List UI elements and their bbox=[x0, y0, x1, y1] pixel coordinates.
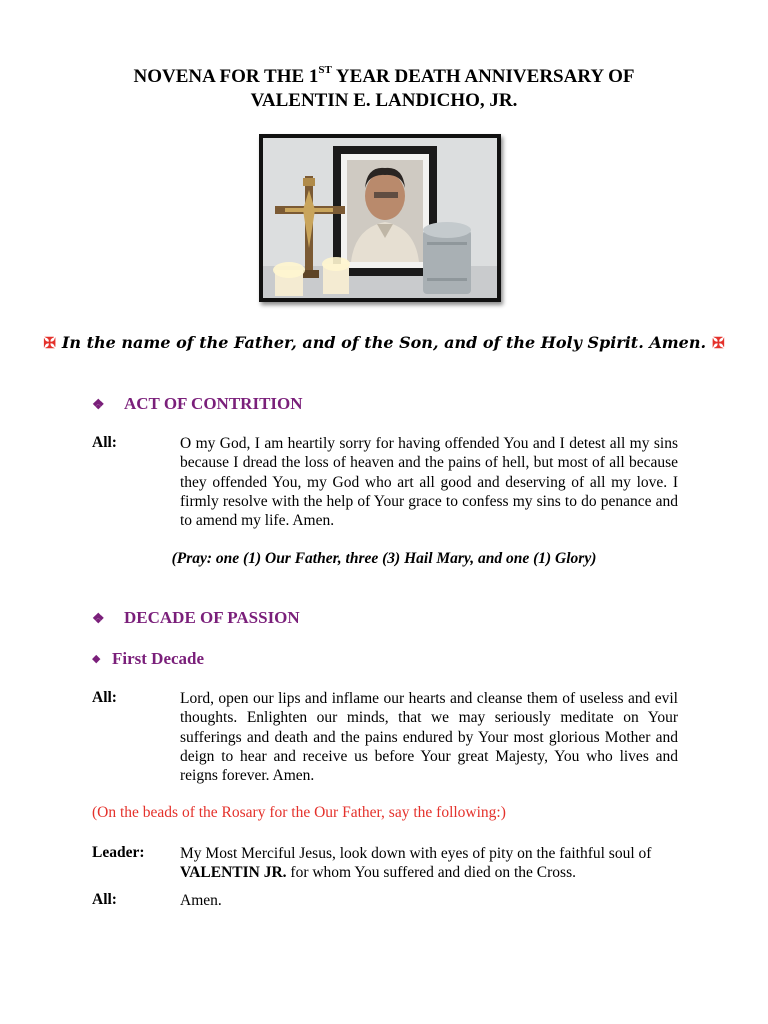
act-of-contrition-heading: ❖ ACT OF CONTRITION bbox=[92, 394, 303, 413]
act-all-label: All: bbox=[92, 434, 117, 451]
document-title-line1: NOVENA FOR THE 1ST YEAR DEATH ANNIVERSARY OF bbox=[133, 64, 635, 87]
cross-icon: ✠ bbox=[43, 334, 56, 352]
diamond-bullet-icon: ❖ bbox=[92, 612, 105, 627]
response-text: Amen. bbox=[180, 892, 222, 909]
diamond-bullet-icon: ❖ bbox=[92, 398, 105, 413]
cross-icon: ✠ bbox=[712, 334, 725, 352]
first-decade-heading: ◆ First Decade bbox=[92, 649, 205, 668]
decade-of-passion-heading: ❖ DECADE OF PASSION bbox=[92, 608, 300, 627]
response-all-label: All: bbox=[92, 891, 117, 908]
document-title-line2: VALENTIN E. LANDICHO, JR. bbox=[250, 90, 518, 111]
leader-label: Leader: bbox=[92, 844, 145, 861]
leader-text: My Most Merciful Jesus, look down with eyes of pity on the faithful soul of VALENTIN JR. for whom You suffered and died on the Cross. bbox=[180, 845, 652, 882]
act-of-contrition-text: O my God, I am heartily sorry for having offended You and I detest all my sins because I dread the loss of heaven and the pains of hell, but most of all because they offended You, my God who art all good and deserving of all my love. I firmly resolve with the help of Your grace to confess my sins to do penance and to amend my life. Amen. bbox=[180, 435, 678, 530]
prayer-instruction: (Pray: one (1) Our Father, three (3) Hail Mary, and one (1) Glory) bbox=[171, 550, 597, 567]
memorial-photo bbox=[259, 134, 501, 302]
decade-all-label: All: bbox=[92, 689, 117, 706]
opening-blessing: ✠ In the name of the Father, and of the Son, and of the Holy Spirit. Amen. ✠ bbox=[43, 333, 725, 352]
decade-all-text: Lord, open our lips and inflame our hearts and cleanse them of useless and evil thoughts. Enlighten our minds, that we may seriously meditate on Your sufferings and death and the pains endured by Your most glorious Mother and deign to hear and receive us before Your great Majesty, You who lives and reigns forever. Amen. bbox=[180, 690, 678, 785]
rosary-instruction: (On the beads of the Rosary for the Our Father, say the following:) bbox=[92, 804, 506, 821]
small-diamond-icon: ◆ bbox=[92, 653, 101, 665]
memorial-altar-image bbox=[263, 138, 497, 298]
